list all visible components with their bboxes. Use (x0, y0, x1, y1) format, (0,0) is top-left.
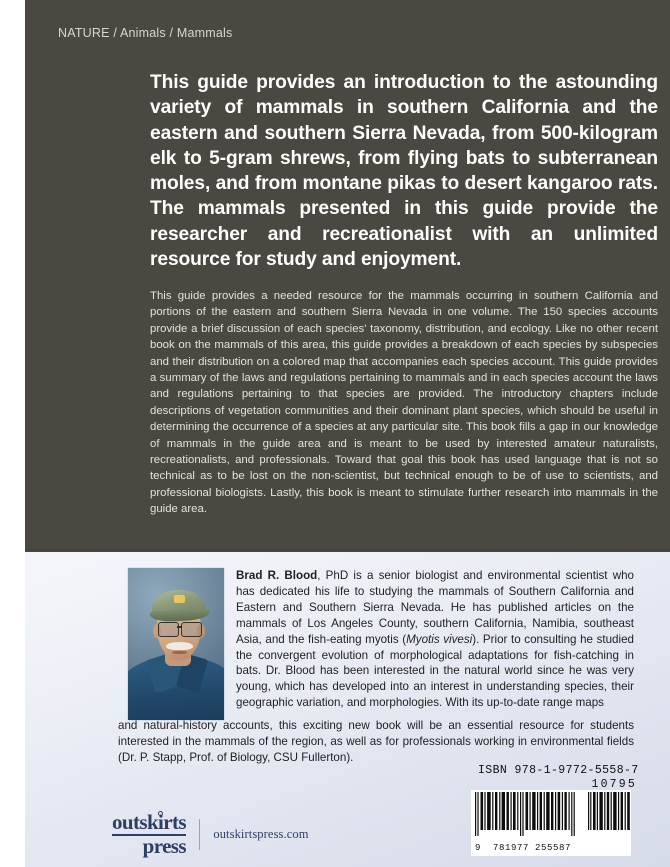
author-photo-cap-brim (150, 608, 210, 622)
price-code: 10795 (591, 778, 637, 791)
logo-word-press: press (112, 835, 186, 857)
author-photo-mustache (166, 642, 193, 650)
isbn-label: ISBN 978-1-9772-5558-7 (478, 764, 639, 777)
barcode-ean13-bars (475, 792, 581, 838)
barcode-digits (475, 843, 581, 853)
outskirts-press-logo[interactable] (112, 812, 186, 857)
publisher-logo-group[interactable] (112, 812, 309, 857)
barcode-ean13 (475, 792, 581, 853)
author-photo-chin (169, 654, 190, 661)
author-photo-glasses-bridge (177, 626, 182, 628)
author-bio-text-part2: ). Prior to consulting he studied the convergent evolution of morphological adaptations for fish-catching in bats. Dr. Blood has been interested in the natural world since he was very young, which has developed into an interest in understanding species, their geographic variation, and morphologies. With its up-to-date range maps (236, 632, 634, 710)
barcode-block (471, 764, 639, 856)
author-bio-bottom: and natural-history accounts, this exciting new book will be an essential resource for students interested in the mammals of the region, as well as for professionals working in environmental fields (Dr. P. Stapp, Prof. of Biology, CSU Fullerton). (118, 719, 634, 764)
species-binomial: Myotis vivesi (406, 632, 473, 646)
author-photo-glasses-right (181, 622, 202, 637)
barcode-digit-group: 781977 255587 (493, 843, 572, 853)
logo-ring-icon (158, 811, 163, 816)
description-paragraph: This guide provides a needed resource for the mammals occurring in southern California and portions of the eastern and southern Sierra Nevada in one volume. The 150 species accounts provide a brief discussion of each species' taxonomy, distribution, and ecology. Like no other recent book on the mammals of this area, this guide provides a breakdown of each species by subspecies and their distribution on a colored map that accompanies each species account. This guide provides a summary of the laws and regulations pertaining to mammals and in each species account the laws and regulations pertaining to that species are provided. The introductory chapters include descriptions of vegetation communities and their dominant plant species, which should be useful in determining the occurrence of a species at any particular site. This book fills a gap in our knowledge of mammals in the guide area and is meant to be used by interested amateur naturalists, recreationalists, and professionals. Toward that goal this book has used language that is not so technical as to be lost on the non-scientist, but technical enough to be of use to scientists, and professional biologists. Lastly, this book is meant to stimulate further research into mammals in the guide area. (150, 290, 658, 516)
headline-blurb: This guide provides an introduction to the astounding variety of mammals in southern California and the eastern and southern Sierra Nevada, from 500-kilogram elk to 5-gram shrews, from flying bats to subterranean moles, and from montane pikas to desert kangaroo rats. The mammals presented in this guide provide the researcher and recreationalist with an unlimited resource for study and enjoyment. (150, 72, 658, 271)
page-edge-left (0, 0, 25, 867)
logo-word-outskirts: outskirts (112, 810, 186, 834)
author-photo-glasses-left (158, 622, 179, 637)
dark-content-panel (25, 0, 670, 552)
author-bio-text-part1: , PhD is a senior biologist and environmental scientist who has dedicated his life to studying the mammals of Southern California and Eastern and Southern Sierra Nevada. He has published articles on the mammals of Los Angeles County, southern California, Namibia, southeast Asia, and the fish-eating myotis ( (236, 569, 634, 646)
category-breadcrumb: NATURE / Animals / Mammals (58, 26, 233, 40)
barcode-addon5 (588, 792, 632, 835)
author-photo-cap-logo (174, 595, 185, 603)
barcode-digit-leading: 9 (475, 843, 482, 853)
barcode-addon5-bars (588, 792, 632, 830)
author-name: Brad R. Blood (236, 569, 318, 582)
publisher-url[interactable]: outskirtspress.com (213, 827, 309, 841)
author-photo (128, 568, 224, 720)
logo-divider (199, 819, 200, 850)
author-bio-top (236, 568, 634, 711)
barcode-image (471, 790, 631, 856)
